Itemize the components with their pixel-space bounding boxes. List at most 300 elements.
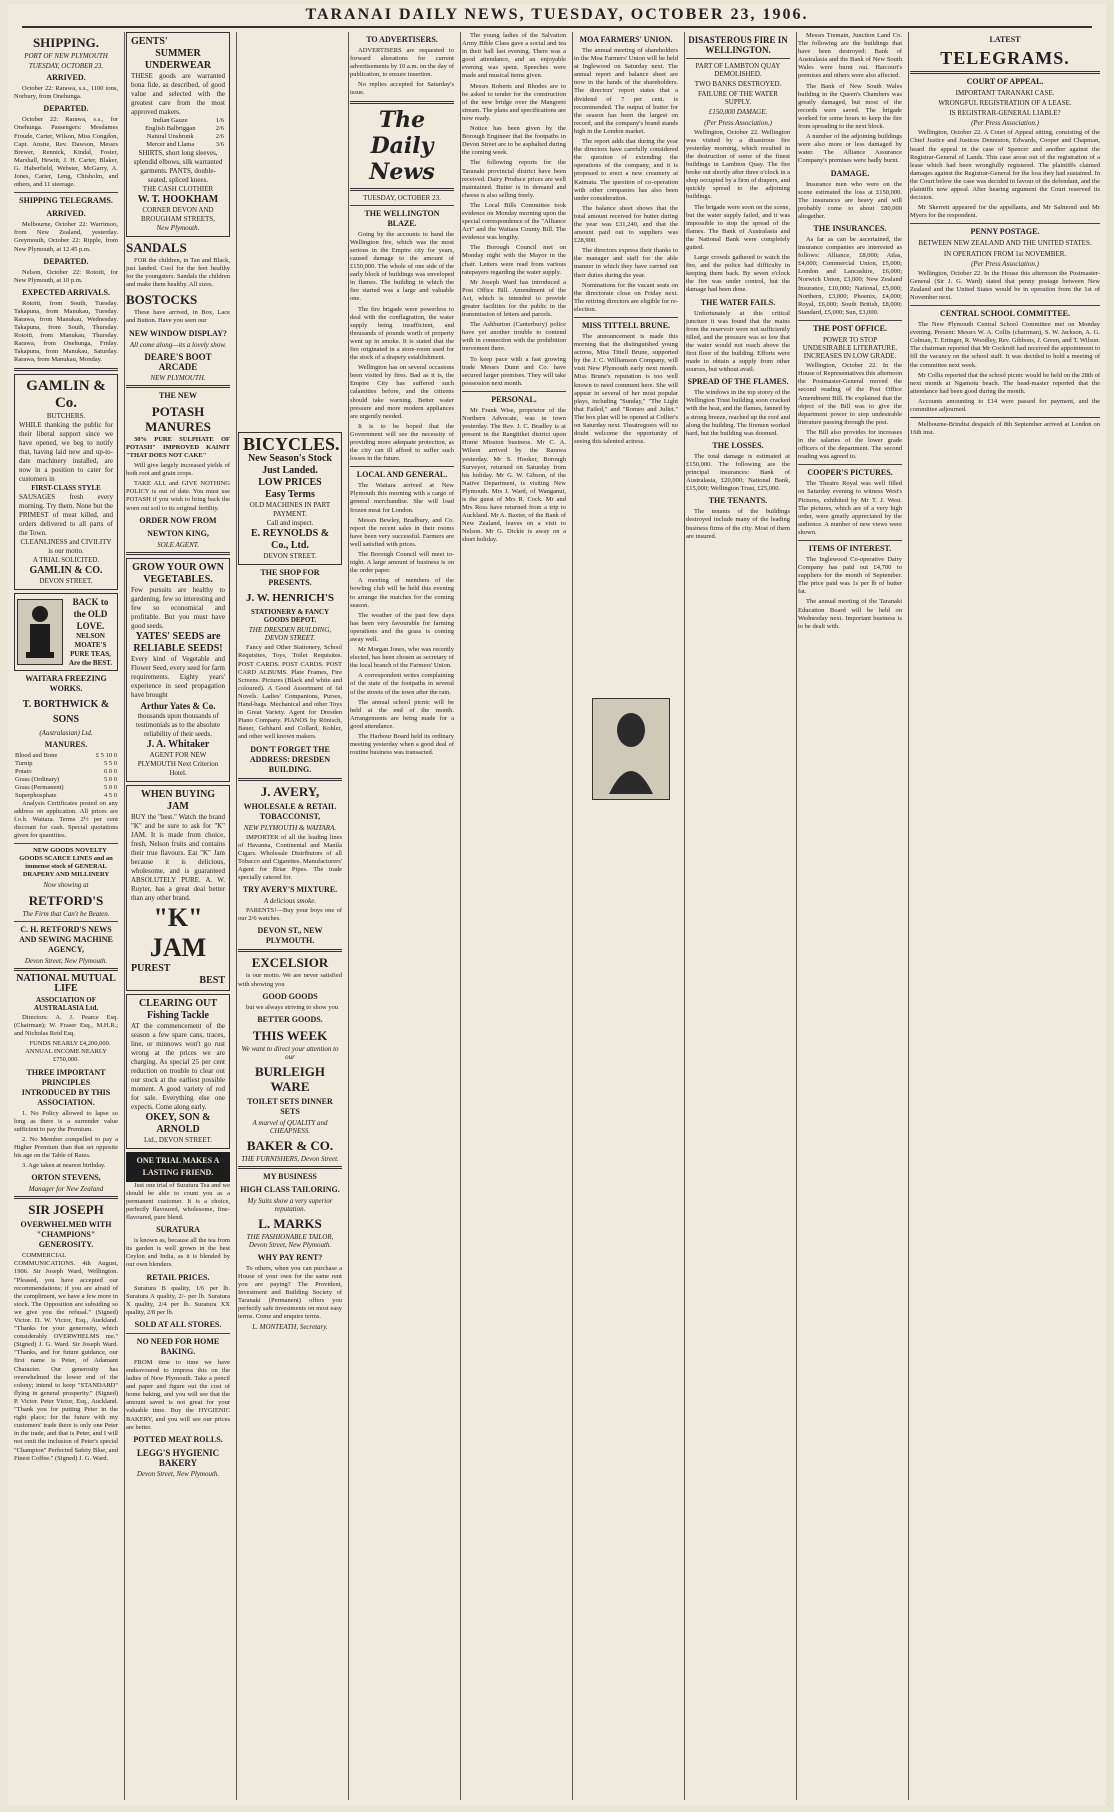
divider: [14, 843, 118, 844]
losses-text: The total damage is estimated at £150,000. The following are the principal insurances: Bank of Australasia, £20,000; National Bank, £15,000; Wellington Trust, £25,000.: [686, 452, 790, 493]
marks-sub: THE FASHIONABLE TAILOR, Devon Street, New Plymouth.: [246, 1233, 334, 1250]
moates-top: BACK to the OLD LOVE.: [72, 596, 109, 631]
tel-departed-text: Nelson, October 22: Rotoiti, for New Plymouth, at 10 p.m.: [14, 268, 118, 284]
gamlin-name: GAMLIN & CO.: [29, 564, 103, 576]
bostocks-heading: BOSTOCKS: [126, 292, 198, 308]
grow-heading: GROW YOUR OWN VEGETABLES.: [132, 561, 224, 585]
tel-arrived-text: Melbourne, October 22: Warrimoo, from New Zealand, yesterday. Greymouth, October 22: Ripple, from New Plymouth, at 12.45 p.m.: [14, 221, 118, 253]
underwear-text: THESE goods are warranted bona fide, as described, of good value and selected with the greatest care from the most approved makers.: [131, 72, 225, 116]
kjam-purest: PUREST: [131, 962, 171, 974]
blaze-paragraph: Going by the accounts to hand the Wellington fire, which was the most serious in the Empire city for years, caused damage to the amount of £150,000. The whole of one side of the early block of buildings was enveloped in flames. The building in which the fire started was a large and valuable one.: [350, 230, 454, 303]
retford-agency-heading: C. H. RETFORD'S NEWS AND SEWING MACHINE AGENCY,: [19, 924, 113, 954]
potash-heading: POTASH MANURES: [145, 403, 211, 434]
this-week-heading: THIS WEEK: [252, 1027, 328, 1043]
col8-paragraph: The Bank of New South Wales building in the Queen's Chambers was greatly damaged, but most of the records were saved. The brigade worked for some hours to keep the fire from spreading to the next block.: [798, 82, 902, 131]
arrived-heading: ARRIVED.: [46, 73, 86, 83]
cooper-text: The Theatre Royal was well filled on Saturday evening to witness West's Pictures, exhibited by Mr T. J. West. The pictures, which are of a very high order, were greatly appreciated by the audience. A number of new views were shown.: [798, 480, 902, 536]
column-6: [574, 32, 678, 1800]
retail-heading: RETAIL PRICES.: [146, 1272, 210, 1282]
expected-text: Rotoiti, from South, Tuesday. Takapuna, from Manukau, Tuesday. Rarawa, from Manukau, Wednesday. Takapuna, from South, Thursday. Rotoiti, from Manukau, Thursday. Rarawa, from Onehunga, Friday. Takapuna, from Manukau, Saturday. Rarawa, from Manukau, Monday.: [14, 299, 118, 364]
orton-name: ORTON STEVENS,: [31, 1173, 101, 1183]
divider: [910, 305, 1100, 306]
potash-pre: THE NEW: [158, 390, 197, 400]
divider: [238, 949, 342, 952]
fire-sub: £150,000 DAMAGE.: [708, 108, 768, 117]
shipping-heading: SHIPPING.: [32, 35, 100, 50]
mutual-principle-1: 1. No Policy allowed to lapse so long as there is a surrender value sufficient to pay the Premium.: [14, 1109, 118, 1133]
mutual-principle-3: 3. Age taken at nearest birthday.: [22, 1162, 106, 1170]
penny-sub: BETWEEN NEW ZEALAND AND THE UNITED STATES.: [918, 239, 1092, 248]
tel-departed-heading: DEPARTED.: [43, 256, 89, 266]
divider: [350, 188, 454, 191]
retford-items: NEW GOODS NOVELTY GOODS SCARCE LINES and an immense stock of GENERAL DRAPERY AND MILLINERY: [19, 847, 113, 879]
farmers-paragraph: The directors express their thanks to the manager and staff for the able manner in which they have carried out their duties during the year.: [574, 247, 678, 279]
marks-heading: L. MARKS: [258, 1216, 322, 1232]
divider: [798, 540, 902, 541]
avery-mixture: TRY AVERY'S MIXTURE.: [242, 885, 338, 895]
items-text: The Inglewood Co-operative Dairy Company has paid out £4,700 to suppliers for the month of September. The price paid was 1s per lb of butter fat.: [798, 555, 902, 596]
divider: [126, 385, 230, 388]
local-paragraph: The weather of the past few days has been very favourable for farming operations and the grass is coming away well.: [350, 611, 454, 643]
manures-heading: MANURES.: [44, 739, 88, 749]
burleigh-heading: BURLEIGH WARE: [254, 1063, 326, 1094]
fire-paragraph: The brigade were soon on the scene, but the water supply failed, and it was impossible to stop the spread of the flames. The Bank of Australasia and the National Bank were completely gutted.: [686, 203, 790, 251]
column-divider: [796, 32, 797, 1800]
personal-text: Mr Frank Wise, proprietor of the Northern Advocate, was in town yesterday. The Rev. J. C. Bradley is at present in the Rangitikei district upon Home Mission business. Mr C. A. Wilson arrived by the Rarawa yesterday. Mr S. Hooker, Borough Surveyor, returned on Saturday from his holiday. Mr G. W. Gibson, of the Native Department, is visiting New Plymouth. Mrs J. Ward, of Wanganui, is the guest of Mrs R. Cock. Mr and Mrs Ross have returned from a trip to Auckland. Mr A. Baxter, of the Bank of New Zealand, leaves on a visit to Nelson. Mr G. Dickie is away on a short holiday.: [462, 406, 566, 544]
legg-heading: LEGG'S HYGIENIC BAKERY: [136, 1447, 220, 1468]
penny-pa: (Per Press Association.): [971, 259, 1039, 268]
column-divider: [572, 32, 573, 1800]
divider: [798, 320, 902, 321]
farmers-paragraph: The report adds that during the year the directors have carefully considered the question of extending the operations of the company, and it is proposed to erect a new creamery at Kaimata. The question of co-operation with other companies has also been under consideration.: [574, 138, 678, 202]
business-heading: MY BUSINESS: [263, 1172, 317, 1182]
baker-heading: BAKER & CO.: [246, 1138, 334, 1154]
central-paragraph: Mr Collis reported that the school picnic would be held on the 28th of next month at Ngamotu beach. The head-master reported that the attendance had been good during the month.: [910, 371, 1100, 395]
better-goods: BETTER GOODS.: [257, 1014, 323, 1024]
yates-text-2: thousands upon thousands of testimonials as to the absolute reliability of their seeds.: [136, 711, 220, 738]
blaze-heading: THE WELLINGTON BLAZE.: [364, 208, 440, 228]
henrich-sub: STATIONERY & FANCY GOODS DEPOT.: [250, 608, 330, 625]
local-paragraph: A meeting of members of the bowling club will be held this evening to arrange the matches for the coming season.: [350, 577, 454, 609]
tea-illustration: [17, 599, 63, 665]
jam-heading: WHEN BUYING JAM: [140, 788, 216, 812]
divider: [238, 778, 342, 781]
manures-price-table: [14, 752, 118, 800]
mutual-sub: ASSOCIATION OF AUSTRALASIA Ltd.: [33, 995, 99, 1012]
joseph-sub: OVERWHELMED WITH "CHAMPIONS" GENEROSITY.: [20, 1220, 112, 1250]
departed-heading: DEPARTED.: [43, 104, 89, 114]
telegrams-heading: TELEGRAMS.: [940, 48, 1070, 68]
burleigh-sets: TOILET SETS DINNER SETS: [247, 1096, 333, 1116]
blaze-paragraph: It is to be hoped that the Government will see the necessity of providing more adequate protection, as the city can ill afford to suffer such losses in the future.: [350, 422, 454, 463]
legg-address: Devon Street, New Plymouth.: [136, 1469, 220, 1478]
retford-heading: RETFORD'S: [28, 892, 104, 908]
business-sub: HIGH CLASS TAILORING.: [240, 1185, 340, 1195]
post-sub: POWER TO STOP UNDESIRABLE LITERATURE. INCREASES IN LOW GRADE.: [802, 335, 898, 361]
this-week-text: We want to direct your attention to our: [241, 1044, 339, 1061]
telegrams-heading: SHIPPING TELEGRAMS.: [19, 196, 113, 206]
potted-heading: POTTED MEAT ROLLS.: [133, 1434, 223, 1444]
avery-devon: DEVON ST., NEW PLYMOUTH.: [257, 926, 323, 946]
appeal-paragraph: Mr Skerrett appeared for the appellants, and Mr Salmond and Mr Myers for the respondent.: [910, 204, 1100, 220]
central-heading: CENTRAL SCHOOL COMMITTEE.: [939, 309, 1071, 319]
avery-heading: J. AVERY,: [260, 783, 320, 799]
appeal-text: Wellington, October 22. A Court of Appeal sitting, consisting of the Chief Justice and Justices Denniston, Edwards, Cooper and Chapman, heard the appeal in the case of Spencer and another against the Registrar-General of Lands. This case arose out of the registration of a lease which had been wrongfully registered. The plaintiffs claimed damages against the Registrar-General for the loss they had sustained. In the Court below the case was decided in favour of the defendant, and the plaintiffs now appeal. After hearing argument the Court reserved its decision.: [910, 129, 1100, 202]
central-paragraph: Accounts amounting to £14 were passed for payment, and the committee adjourned.: [910, 397, 1100, 413]
items-heading: ITEMS OF INTEREST.: [808, 543, 892, 553]
appeal-heading: COURT OF APPEAL.: [966, 77, 1044, 86]
column-divider: [124, 32, 125, 1800]
retford-agency-address: Devon Street, New Plymouth.: [24, 956, 108, 965]
gamlin-text-2: SAUSAGES fresh every morning. Try them. None but the PRIMEST of meat killed, and orders delivered to all parts of the Town.: [19, 492, 113, 537]
column-9: [910, 32, 1100, 1800]
gents-heading: GENTS': [131, 36, 168, 47]
yates-text: Every kind of Vegetable and Flower Seed, every seed for farm requirements. Eighty years' experience in seed propagation have brought: [131, 654, 225, 699]
suratura-heading: SURATURA: [156, 1225, 200, 1235]
trial-text: Just one trial of Suratura Tea and we should be able to count you as a permanent customer. It is a choice, perfectly flavoured, wholesome, fine-flavoured, pure blend.: [126, 1181, 230, 1222]
table-row: Superphosphate 4 5 0: [15, 791, 117, 799]
manures-note: Analysis Certificates posted on any address on application. All prices are f.o.b. Waitara. Terms 2½ per cent discount for cash. Special quotations given for quantities.: [14, 799, 118, 839]
sandals-text: FOR the children, in Tan and Black, just landed. Cool for the feet healthy for the youngsters. Sandals the children and make them healthy. All sizes.: [126, 257, 230, 289]
damage-text: Insurance men who were on the scene estimated the loss at £150,000. The insurances are heavy and will probably come to about £80,000 altogether.: [798, 180, 902, 220]
presents-heading: THE SHOP FOR PRESENTS.: [260, 568, 320, 587]
tackle-ad: [126, 994, 230, 1149]
arrived-text: October 22: Rarawa, s.s., 1100 tons, Norbury, from Onehunga.: [14, 85, 118, 101]
divider: [14, 921, 118, 922]
divider: [910, 71, 1100, 74]
table-row: Mercer and Llama 3/6: [146, 141, 224, 148]
local-paragraph: The Waitara arrived at New Plymouth this morning with a cargo of general merchandise. She will load frozen meat for London.: [350, 482, 454, 514]
col5-paragraph: Mr Joseph Ward has introduced a Post Office Bill. Amendment of the Act, which is intended to provide greater facilities for the public in the transmission of letters and parcels.: [462, 278, 566, 319]
items-paragraph: The annual meeting of the Taranaki Education Board will be held on Wednesday next. Important business is to be dealt with.: [798, 598, 902, 630]
okey-heading: OKEY, SON & ARNOLD: [145, 1111, 211, 1135]
divider: [14, 368, 118, 371]
henrich-heading: J. W. HENRICH'S: [245, 592, 335, 604]
avery-address: NEW PLYMOUTH & WAITARA.: [243, 823, 337, 832]
losses-heading: THE LOSSES.: [712, 440, 764, 450]
fire-sub: PART OF LAMBTON QUAY DEMOLISHED.: [695, 62, 781, 79]
potash-seller: NEWTON KING,: [147, 528, 209, 538]
deare-heading: DEARE'S BOOT ARCADE: [144, 351, 212, 372]
avery-mixture-sub: A delicious smoke.: [263, 897, 317, 906]
reynolds-address: DEVON STREET.: [263, 552, 317, 560]
hookham-city: New Plymouth.: [156, 224, 200, 232]
advertisers-heading: TO ADVERTISERS.: [366, 35, 438, 44]
departed-text: October 22: Rarawa, s.s., for Onehunga. Passengers: Mesdames Froude, Carter, Wilson, Miss Congdon, Capt. Anstie, Rev. Dawson, Messrs Brewer, Rennick, Kindal, Foster, Marshall, Hewitt, J. H. Carter, Blaker, G. Haberfield, Webster, McGarry, A. Jones, Carter, Leng, Chisholm, and others, and 11 steerage.: [14, 116, 118, 189]
penny-heading: PENNY POSTAGE.: [970, 227, 1040, 237]
mutual-directors: Directors: A. J. Pearce Esq. (Chairman); W. Fraser Esq., M.H.R.; and Nicholas Reid Esq.: [14, 1013, 118, 1038]
local-paragraph: The Borough Council will meet to-night. A large amount of business is on the order paper.: [350, 551, 454, 575]
divider: [686, 58, 790, 59]
jam-text: BUY the "best." Watch the brand "K" and be sure to ask for "K" JAM. It is made from choice, fresh, Nelson fruits and contains their true flavours. Eat "K" Jam because it is delicious, wholesome, and is guaranteed ABSOLUTELY PURE. A. W. Ruyter, has a great deal better than any other brand.: [131, 812, 225, 902]
tittell-heading: MISS TITTELL BRUNE.: [581, 321, 671, 330]
table-row: English Balbriggan 2/6: [145, 125, 224, 132]
local-paragraph: The annual school picnic will be held at the end of the month. Arrangements are being made for a good attendance.: [350, 698, 454, 730]
tackle-text: AT the commencement of the season a few spare cans, traces, line, or minnows won't go rust wrong at the prices we are charging. As special 25 per cent reduction on trouble to clear out our stock at the earliest possible moment. A good variety of rod for sale. Everything else one expects. Come along early.: [131, 1021, 225, 1111]
newspaper-page: [8, 4, 1106, 1806]
personal-heading: PERSONAL.: [491, 394, 537, 404]
divider: [14, 968, 118, 971]
column-8: [798, 32, 902, 1800]
underwear-ad: [126, 32, 230, 237]
divider: [798, 464, 902, 465]
daily-news-logo: The Daily News: [369, 106, 435, 185]
col5-paragraph: The following reports for the Taranaki provincial district have been received. Dairy Produce prices are well maintained. Butter is in demand and cheese is also selling freely.: [462, 159, 566, 199]
col5-paragraph: The Local Bills Committee took evidence on Monday morning upon the special correspondence of the "Alliance Act" and the Waitara County Bill. The evidence was lengthy.: [462, 201, 566, 242]
yates-name: Arthur Yates & Co.: [140, 700, 216, 711]
table-row: Blood and Bone £ 5 10 0: [15, 751, 117, 759]
spread-text: The windows in the top storey of the Wellington Trust building soon cracked with the heat, and the flames, fanned by a strong breeze, reached up the roof and along the building. The firemen worked hard, but the building was doomed.: [686, 389, 790, 437]
tackle-heading: CLEARING OUT Fishing Tackle: [138, 997, 218, 1021]
farmers-paragraph: The balance sheet shows that the total amount received for butter during the year was £31,240, and that the amount paid out to suppliers was £28,900.: [574, 204, 678, 245]
underwear-heading: UNDERWEAR: [144, 60, 212, 71]
fire-sub: TWO BANKS DESTROYED.: [694, 80, 782, 89]
trial-box: ONE TRIAL MAKES A LASTING FRIEND.: [126, 1152, 230, 1182]
port-line: PORT OF NEW PLYMOUTH: [24, 52, 108, 60]
baker-sub: THE FURNISHERS, Devon Street.: [241, 1155, 339, 1164]
fire-sub: (Per Press Association.): [704, 118, 772, 127]
sandals-heading: SANDALS: [126, 240, 187, 255]
penny-text: Wellington, October 22. In the House this afternoon the Postmaster-General (Sir J. G. Ward) stated that penny postage between New Zealand and the United States would be in operation from the 1st of November next.: [910, 269, 1100, 301]
fire-paragraph: Large crowds gathered to watch the fire, and the police had difficulty in keeping them back. By seven o'clock the fire was under control, but the damage had been done.: [686, 254, 790, 294]
excelsior-text: is our motto. We are never satisfied with showing you: [238, 972, 342, 988]
divider: [574, 317, 678, 318]
henrich-building: THE DRESDEN BUILDING, DEVON STREET.: [248, 626, 332, 643]
col8-intro: Messrs Tremain, Junction Land Co. The following are the buildings that have been destroyed: Bank of Australasia and the Bank of New South Wales were burnt out. Harcourt's premises and others were also affected.: [798, 32, 902, 80]
divider: [462, 391, 566, 392]
divider: [910, 223, 1100, 224]
farmers-text: The annual meeting of shareholders in the Moa Farmers' Union will be held at Inglewood on Saturday next. The annual report and balance sheet are now in the hands of the shareholders. The directors' report states that a dividend of 7 per cent. is recommended. The output of butter for the season has been the largest on record, and the company's brand stands high in the London market.: [574, 47, 678, 135]
man-figure-icon: [20, 602, 60, 662]
post-heading: THE POST OFFICE.: [813, 323, 887, 333]
masthead-rule: [22, 26, 1092, 28]
joseph-text: COMMERCIAL COMMUNICATIONS. 4th August, 1906. Sir Joseph Ward, Wellington. "Pleased, you have accepted our recommendations; if you are afraid of the compliment, we have a few more in stock. The Opposition are subsiding so we give you the refusal." (Signed) Victor. D. W. Victor, Esq., Auckland. "Thanks for your generosity, which considerably OVERWHELMS me." (Signed) J. G. Ward. Sir Joseph Ward. "Thanks, and for future guidance, our first name is Peter, of Adamant Character. Our generosity has overwhelmed the lower end of the colony; intend to keep "STANDARD" flying in general prosperity." (Signed) P. Victor. Peter Victor, Esq., Auckland. "Thank you for putting Peter in the right place; for the future with my customers' trade there is only one Peter in the trade, and that is Peter, and I will not omit the inclusion of Peter's special "Champion" Perfected Safety Blue, and Finest Coffee." (Signed) J. G. Ward.: [14, 1252, 118, 1462]
gamlin-ad: [14, 374, 118, 590]
gamlin-text: WHILE thanking the public for their liberal support since we have opened, we beg to notify that, having laid new and up-to-date machinery installed, are now in a position to cater for customers in: [19, 420, 113, 483]
hookham-left: THE CASH CLOTHIER: [142, 185, 214, 193]
call-inspect: Call and inspect.: [266, 519, 314, 527]
good-goods: GOOD GOODS: [262, 991, 318, 1001]
post-paragraph: The Bill also provides for increases in the salaries of the lower grade officers of the department. The second reading was agreed to.: [798, 428, 902, 461]
okey-sub: Ltd., DEVON STREET.: [143, 1135, 213, 1144]
fire-heading: DISASTEROUS FIRE IN WELLINGTON.: [688, 35, 788, 55]
waitara-heading: WAITARA FREEZING WORKS.: [25, 673, 107, 693]
retail-text: Suratura B quality, 1/6 per lb. Suratura A quality, 2/- per lb. Suratura X quality, 2/4 per lb. Suratura XX quality, 2/8 per lb.: [126, 1284, 230, 1316]
table-row: Grass (Ordinary) 5 0 0: [15, 775, 117, 783]
divider: [14, 1196, 118, 1199]
column-1: [14, 32, 118, 1800]
table-row: Indian Gauze 1/6: [152, 117, 224, 124]
cooper-heading: COOPER'S PICTURES.: [807, 468, 893, 478]
excelsior-text-2: but we always striving to show you: [246, 1003, 339, 1011]
col5-intro: The young ladies of the Salvation Army Bible Class gave a social and tea in their hall last evening. There was a good attendance, and an enjoyable evening was spent. Speeches were made and musical items given.: [462, 32, 566, 80]
rent-sign: L. MONTEATH, Secretary.: [252, 1323, 328, 1332]
bostocks-text: These have arrived, in Box, Lace and Button. Have you seen our: [126, 309, 230, 325]
all-stores: SOLD AT ALL STORES.: [134, 1319, 222, 1329]
yates-heading: YATES' SEEDS are RELIABLE SEEDS!: [133, 630, 223, 654]
kjam-big: "K" JAM: [149, 902, 207, 962]
joseph-heading: SIR JOSEPH: [28, 1202, 104, 1218]
date-line: TUESDAY, OCTOBER 23.: [28, 62, 104, 71]
blaze-paragraph: The fire brigade were powerless to deal with the conflagration, the water supply being insufficient, and thousands of pounds worth of property went up in smoke. It is stated that the fire originated in a store-room used for the stock of a drapery establishment.: [350, 305, 454, 362]
bicycles-ad: [238, 432, 342, 565]
penny-sub: IN OPERATION FROM 1st NOVEMBER.: [943, 249, 1067, 258]
window-sub: All come along—its a lovely show.: [129, 340, 227, 349]
mutual-funds: FUNDS NEARLY £4,200,000. ANNUAL INCOME NEARLY £750,000.: [25, 1040, 111, 1064]
column-7: [686, 32, 790, 1800]
column-divider: [236, 32, 237, 1800]
divider: [910, 417, 1100, 418]
gamlin-address: DEVON STREET.: [39, 576, 93, 585]
old-machines: OLD MACHINES IN PART PAYMENT.: [249, 501, 331, 518]
summer-heading: SUMMER: [155, 48, 201, 59]
local-paragraph: Messrs Bewley, Bradbury, and Co. report the recent sales in their rooms have been very successful. Farmers are well satisfied with prices.: [350, 516, 454, 548]
low-prices: LOW PRICES: [258, 477, 322, 488]
advertisers-text: ADVERTISERS are requested to forward alterations for current advertisements by 10 a.m. on the day of publication, to ensure insertion.: [350, 47, 454, 79]
bakery-heading: NO NEED FOR HOME BAKING.: [136, 1336, 220, 1356]
rent-text: To others, when you can purchase a House of your own for the same rent you are paying? The Provident, Investment and Building Society of Taranaki (Permanent) offers you perfectly safe investments on most easy terms. Come and enquire terms.: [238, 1264, 342, 1321]
tittell-text: The announcement is made this morning that the distinguished young actress, Miss Tittell Brune, supported by the J. C. Williamson Company, will visit New Plymouth early next month. Miss Brune's reputation is too well known to need comment here. She will appear in several of her most popular plays, including "Sunday," "The Light that Failed," and "Romeo and Juliet." The box plan will be opened at Collier's on Saturday next. Theatregoers will no doubt welcome the opportunity of seeing this talented actress.: [574, 333, 678, 446]
divider: [126, 1333, 230, 1334]
moates-mid: NELSON MOATE'S PURE TEAS, Are the BEST.: [68, 631, 113, 667]
blaze-paragraph: Wellington has on several occasions been visited by fires. Bad as it is, the Empire City has suffered such calamities before, and the citizens should take warning. Better water pressure and more modern appliances are urgently needed.: [350, 364, 454, 420]
appeal-sub: IMPORTANT TARANAKI CASE.: [955, 89, 1055, 97]
borthwick-sub: (Australasian) Ltd.: [39, 728, 93, 737]
whitaker-name: J. A. Whitaker: [146, 738, 210, 750]
appeal-pa: (Per Press Association.): [971, 119, 1039, 128]
appeal-sub: WRONGFUL REGISTRATION OF A LEASE.: [938, 99, 1072, 108]
divider: [350, 205, 454, 206]
fire-sub: FAILURE OF THE WATER SUPPLY.: [698, 90, 778, 107]
yates-ad: [126, 558, 230, 782]
col5-paragraph: Messrs Roberts and Rhodes are to be asked to tender for the construction of the new bridge over the Mangorei stream. The plans and specifications are now ready.: [462, 82, 566, 122]
table-row: Potato 6 0 0: [15, 767, 117, 775]
post-text: Wellington, October 22. In the House of Representatives this afternoon the Postmaster-General moved the second reading of the Post Office Amendment Bill. He explained that the object of the Bill was to give the department power to stop undesirable literature passing through the post.: [798, 362, 902, 426]
insurances-heading: THE INSURANCES.: [813, 223, 887, 233]
table-row: Grass (Permanent) 5 0 0: [15, 783, 117, 791]
window-heading: NEW WINDOW DISPLAY?: [129, 328, 227, 338]
retford-showing: Now showing at: [43, 881, 89, 890]
tel-arrived-heading: ARRIVED.: [46, 209, 86, 219]
column-divider: [684, 32, 685, 1800]
orton-sub: Manager for New Zealand: [28, 1185, 104, 1194]
bakery-text: FROM time to time we have endeavoured to impress this on the ladies of New Plymouth. Take a pencil and paper and figure out the cost of home baking, and you will see that the amount saved is not great for your valuable time. Buy the HYGIENIC BAKERY, and you will see our prices are better.: [126, 1358, 230, 1431]
column-5: [462, 32, 566, 1800]
farmers-heading: MOA FARMERS' UNION.: [579, 35, 673, 44]
column-divider: [460, 32, 461, 1800]
gamlin-heading: GAMLIN & Co.: [26, 377, 106, 411]
gamlin-style: FIRST-CLASS STYLE: [31, 483, 101, 492]
column-divider: [908, 32, 909, 1800]
moates-tea-ad: [14, 593, 118, 671]
portrait-icon: [601, 704, 661, 794]
shirts-text: SHIRTS, short long sleeves, splendid elbows, silk warranted garments. PANTS, double-seated, spliced knees.: [133, 149, 223, 184]
avery-text: IMPORTER of all the leading lines of Havanna, Continental and Manila Cigars. Wholesale Distributors of all Tobacco and Cigarettes. Manufacturers' Agent for Briar Pipes. The trade specially catered for.: [238, 833, 342, 882]
farmers-paragraph: Nominations for the vacant seats on the directorate close on Friday next. The retiring directors are eligible for re-election.: [574, 281, 678, 313]
avery-sub: WHOLESALE & RETAIL TOBACCONIST,: [243, 801, 337, 821]
henrich-text: Fancy and Other Stationery, School Requisites, Toys, Toilet Requisites. POST CARDS. POST CARDS. POST CARD ALBUMS. Plate Frames, Fire Screens. Pictures (Black and white and coloured). A Good Assortment of 6d Novels. Ladies' Companions, Purses, Hand-bags. Mechanical and other Toys in Great Variety. Agent for Dresden Piano Company. PIANOS by Rönisch, Bauer, Gebhard and Collard, Kohler, and other well known makers.: [238, 644, 342, 741]
potash-cta: TAKE ALL and GIVE NOTHING POLICY is out of date. You must use POTASH if you wish to bring back the worn out soil to its original fertility.: [126, 480, 230, 512]
suratura-text: is known as, because all the tea from its garden is well grown in the best Ceylon and India, as it is blended by our own blenders.: [126, 1237, 230, 1269]
col5-paragraph: To keep pace with a fast growing trade Messrs Dunn and Co. have secured larger premises. They will take possession next month.: [462, 355, 566, 387]
actress-portrait: [592, 698, 670, 800]
column-divider: [348, 32, 349, 1800]
whitaker-sub: AGENT FOR NEW PLYMOUTH Next Criterion Hotel.: [137, 750, 219, 777]
gamlin-trial: A TRIAL SOLICITED.: [32, 555, 100, 564]
column-2: [126, 32, 230, 1800]
marks-suits: My Suits show a very superior reputation.: [247, 1197, 333, 1214]
easy-terms: Easy Terms: [265, 489, 315, 500]
hookham-name: W. T. HOOKHAM: [137, 194, 219, 205]
central-text: The New Plymouth Central School Committee met on Monday evening. Present: Messrs W. A. Collis (chairman), S. W. Jackson, A. G. Colman, T. Ertinger, R. Woodley, Rev. Gibbons, J. Green, and T. Wilson. The chairman reported that Mr Cockroft had received the appointment to fill the vacancy on the school staff. It was decided to hold a meeting of the committee next week.: [910, 321, 1100, 369]
grow-text: Few pursuits are healthy to gardening, few so interesting and few so economical and profitable. But you must have good seeds.: [131, 585, 225, 630]
table-row: Turnip 5 5 0: [15, 759, 117, 767]
excelsior-heading: EXCELSIOR: [251, 955, 329, 971]
edition-date: TUESDAY, OCTOBER 23.: [363, 193, 441, 202]
melbourne-note: Melbourne-Brindisi despatch of 8th September arrived at London on 16th inst.: [910, 421, 1100, 437]
local-paragraph: Mr Morgan Jones, who was recently elected, has been chosen as secretary of the local branch of the Farmers' Union.: [350, 646, 454, 670]
bicycles-heading: BICYCLES.: [243, 434, 340, 454]
mutual-heading: NATIONAL MUTUAL LIFE: [16, 972, 116, 994]
henrich-foot: DON'T FORGET THE ADDRESS: DRESDEN BUILDING.: [249, 744, 331, 774]
gamlin-clean: CLEANLINESS and CIVILITY is our motto.: [20, 537, 112, 555]
divider: [238, 1166, 342, 1169]
bicycles-text: New Season's Stock Just Landed.: [248, 453, 332, 476]
potash-order: ORDER NOW FROM: [139, 515, 217, 525]
expected-heading: EXPECTED ARRIVALS.: [22, 287, 110, 297]
hookham-right: CORNER DEVON AND BROUGHAM STREETS,: [141, 206, 215, 223]
water-text: Unfortunately at this critical juncture it was found that the mains from the reservoir were not sufficiently filled, and the pressure was so low that the water would not reach above the first floor of the building. Efforts were made to obtain a supply from other sources, but without avail.: [686, 309, 790, 374]
col5-paragraph: The Ashburton (Canterbury) police have yet another trouble to contend with in connection with the prohibition movement there.: [462, 321, 566, 353]
jam-ad: [126, 785, 230, 991]
table-row: Natural Unshrunk 2/6: [146, 133, 224, 140]
col8-paragraph: A number of the adjoining buildings were also more or less damaged by water. The Alliance Assurance Company's premises were badly burnt.: [798, 133, 902, 165]
water-heading: THE WATER FAILS.: [700, 297, 776, 307]
column-3: [238, 32, 342, 1800]
gamlin-sub: BUTCHERS.: [46, 411, 86, 420]
divider: [350, 101, 454, 104]
reynolds-heading: E. REYNOLDS & Co., Ltd.: [250, 528, 330, 551]
insurances-text: As far as can be ascertained, the insurance companies are interested as follows: Alliance, £8,000; Atlas, £4,000; Commercial Union, £5,000; London and Lancashire, £6,000; Norwich Union, £3,000; New Zealand Insurance, £10,000; National, £5,000; Northern, £3,000; Phoenix, £4,000; Royal, £6,000; South British, £8,000; Standard, £5,000; Sun, £3,000.: [798, 235, 902, 316]
burleigh-text: A marvel of QUALITY and CHEAPNESS.: [252, 1118, 328, 1135]
potash-agent: SOLE AGENT.: [157, 540, 199, 549]
mutual-principle-2: 2. No Member compelled to pay a Higher Premium than that set opposite his age on the Table of Rates.: [14, 1135, 118, 1159]
latest-heading: LATEST: [989, 35, 1021, 44]
column-4: [350, 32, 454, 1800]
potash-right: Will give largely increased yields of both root and grain crops.: [126, 462, 230, 478]
spread-heading: SPREAD OF THE FLAMES.: [687, 377, 789, 387]
tenants-text: The tenants of the buildings destroyed include many of the leading business firms of the city. Most of them are insured.: [686, 508, 790, 540]
local-paragraph: The Harbour Board held its ordinary meeting yesterday when a good deal of routine business was transacted.: [350, 733, 454, 757]
potash-left: 30% PURE SULPHATE OF POTASH" IMPROVED KAINIT "THAT DOES NOT CAKE": [126, 435, 230, 459]
rent-heading: WHY PAY RENT?: [257, 1252, 323, 1262]
divider: [14, 192, 118, 193]
damage-heading: DAMAGE.: [830, 168, 870, 178]
col5-paragraph: Notice has been given by the Borough Engineer that the footpaths in Devon Street are to be asphalted during the coming week.: [462, 125, 566, 157]
retford-sub: The Firm that Can't be Beaten.: [22, 909, 110, 918]
borthwick-heading: T. BORTHWICK & SONS: [22, 698, 110, 725]
local-paragraph: A correspondent writes complaining of the state of the footpaths in several of the streets of the town after the rain.: [350, 672, 454, 696]
tenants-heading: THE TENANTS.: [708, 496, 768, 506]
divider: [350, 466, 454, 467]
deare-address: NEW PLYMOUTH.: [150, 373, 206, 382]
local-heading: LOCAL AND GENERAL.: [356, 470, 448, 480]
underwear-price-table: [131, 117, 225, 149]
masthead-title: TARANAI DAILY NEWS, TUESDAY, OCTOBER 23, 1906.: [305, 6, 809, 23]
mutual-principles: THREE IMPORTANT PRINCIPLES INTRODUCED BY THIS ASSOCIATION.: [21, 1067, 111, 1107]
kjam-best: BEST: [199, 974, 225, 986]
avery-parents: PARENTS!—Buy your boys one of our 2/6 watches.: [238, 907, 342, 923]
